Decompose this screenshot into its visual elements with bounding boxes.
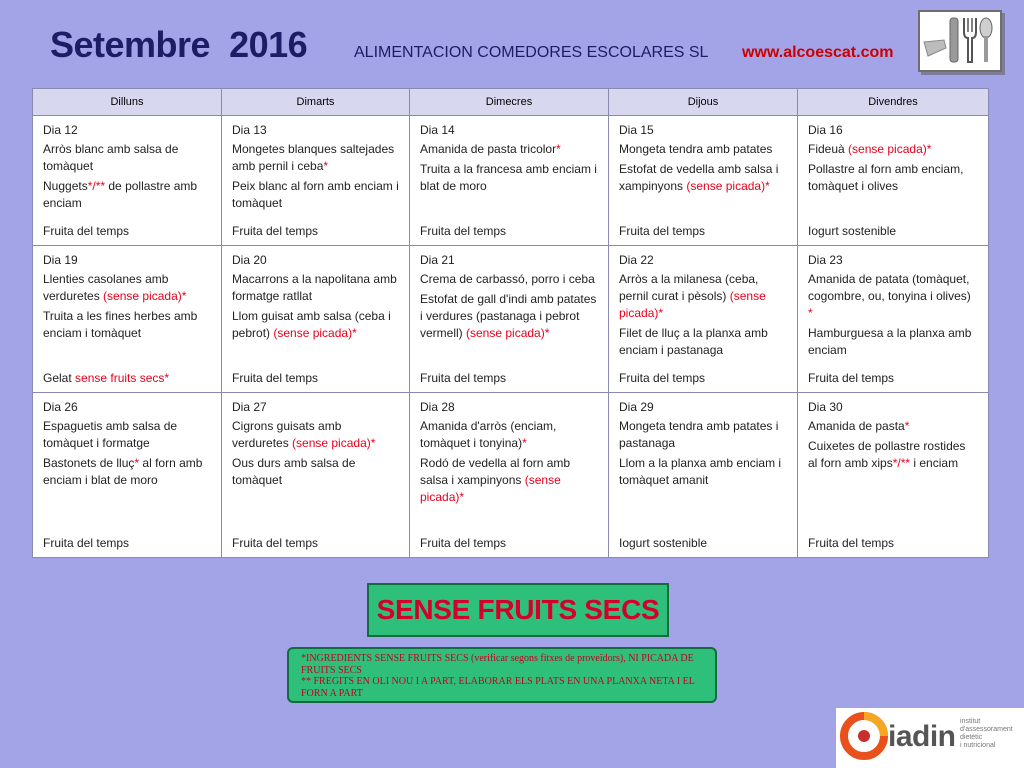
dish-text: [43, 271, 211, 305]
dish-text: [808, 141, 978, 158]
dish-segment: Mongeta tendra amb patates: [619, 142, 773, 156]
weekday-header: Dilluns: [33, 89, 222, 116]
day-label: Dia 23: [808, 253, 843, 267]
iadin-emblem-icon: [840, 712, 888, 760]
dessert-text: Fruita del temps: [43, 224, 130, 238]
day-label: Dia 19: [43, 253, 78, 267]
ingredients-note: [287, 647, 717, 703]
day-cell: [222, 246, 410, 393]
menu-table: [32, 88, 989, 558]
allergen-note: sense fruits secs*: [75, 371, 170, 385]
dessert-text: Fruita del temps: [619, 371, 706, 385]
dish-segment: Nuggets: [43, 179, 88, 193]
dish-segment: Filet de lluç a la planxa amb enciam i pastanaga: [619, 326, 768, 357]
dessert-text: Fruita del temps: [808, 536, 895, 550]
day-label: Dia 16: [808, 123, 843, 137]
dish-segment: Crema de carbassó, porro i ceba: [420, 272, 595, 286]
dessert-text: Fruita del temps: [420, 536, 507, 550]
day-cell: [410, 393, 609, 558]
page-title: Setembre 2016: [50, 24, 308, 65]
dish-segment: Llom guisat amb salsa (ceba i pebrot): [232, 309, 391, 340]
dish-text: [43, 455, 211, 489]
dish-segment: Mongeta tendra amb patates i pastanaga: [619, 419, 779, 450]
dish-text: [420, 418, 598, 452]
allergen-note: (sense picada)*: [273, 326, 357, 340]
dessert-text: Fruita del temps: [420, 224, 507, 238]
dish-segment: Llenties casolanes amb verduretes: [43, 272, 169, 303]
dessert-text: Iogurt sostenible: [808, 224, 897, 238]
dish-text: [420, 271, 598, 288]
week-row: [33, 246, 989, 393]
dish-text: [808, 438, 978, 472]
day-label: Dia 14: [420, 123, 455, 137]
dish-text: [43, 178, 211, 212]
day-cell: [222, 116, 410, 246]
day-cell: [609, 246, 798, 393]
dish-text: [43, 418, 211, 452]
dish-text: [43, 308, 211, 342]
dessert-text: [43, 370, 211, 387]
website-link[interactable]: www.alcoescat.com: [742, 44, 894, 61]
dish-segment: Ous durs amb salsa de tomàquet: [232, 456, 356, 487]
dessert-segment: Gelat: [43, 371, 76, 385]
dish-segment: Espaguetis amb salsa de tomàquet i formatge: [43, 419, 178, 450]
iadin-subtitle-line: i nutricional: [960, 742, 996, 749]
dish-text: [619, 271, 787, 322]
dish-segment: Rodó de vedella al forn amb salsa i xampinyons: [420, 456, 571, 487]
dish-text: [420, 291, 598, 342]
day-cell: [410, 246, 609, 393]
dessert-text: Iogurt sostenible: [619, 536, 708, 550]
iadin-subtitle: [960, 718, 1024, 750]
dish-segment: Amanida de pasta tricolor: [420, 142, 557, 156]
note-line: *INGREDIENTS SENSE FRUITS SECS (verificar segons fitxes de proveïdors), NI PICADA DE FRUITS SECS: [301, 653, 694, 676]
dish-text: [619, 455, 787, 489]
iadin-subtitle-line: d'assessorament: [960, 726, 1013, 733]
dish-segment: Amanida d'arròs (enciam, tomàquet i tonyina): [420, 419, 557, 450]
dish-text: [808, 161, 978, 195]
day-cell: [410, 116, 609, 246]
dish-segment: Cuixetes de pollastre rostides al forn amb xips: [808, 439, 966, 470]
dish-segment: Truita a les fines herbes amb enciam i tomàquet: [43, 309, 198, 340]
day-label: Dia 22: [619, 253, 654, 267]
day-label: Dia 12: [43, 123, 78, 137]
day-label: Dia 15: [619, 123, 654, 137]
weekday-header: Divendres: [798, 89, 989, 116]
dish-segment: Hamburguesa a la planxa amb enciam: [808, 326, 972, 357]
dessert-text: Fruita del temps: [232, 536, 319, 550]
day-cell: [798, 246, 989, 393]
dish-segment: Bastonets de lluç: [43, 456, 135, 470]
weekday-header: Dijous: [609, 89, 798, 116]
dish-segment: Pollastre al forn amb enciam, tomàquet i olives: [808, 162, 964, 193]
dish-segment: de pollastre amb enciam: [43, 179, 198, 210]
day-cell: [33, 246, 222, 393]
allergen-note: *: [904, 419, 910, 433]
note-line: ** FREGITS EN OLI NOU I A PART, ELABORAR ELS PLATS EN UNA PLANXA NETA I EL FORN A PART: [301, 676, 695, 699]
dish-text: [808, 271, 978, 322]
day-cell: [798, 116, 989, 246]
dish-text: [232, 141, 399, 175]
weekday-header: Dimarts: [222, 89, 410, 116]
dish-segment: i enciam: [910, 456, 959, 470]
allergen-note: *: [134, 456, 140, 470]
dish-segment: Estofat de gall d'indi amb patates i verdures (pastanaga i pebrot vermell): [420, 292, 597, 340]
cutlery-icon: [920, 12, 1000, 70]
allergen-note: (sense picada)*: [292, 436, 376, 450]
dish-segment: Amanida de pasta: [808, 419, 905, 433]
weekday-header: Dimecres: [410, 89, 609, 116]
dish-text: [420, 455, 598, 506]
dish-text: [232, 178, 399, 212]
day-cell: [609, 393, 798, 558]
iadin-name: iadin: [888, 720, 956, 753]
allergen-note: (sense picada)*: [466, 326, 550, 340]
dish-text: [808, 325, 978, 359]
day-cell: [33, 393, 222, 558]
dish-text: [420, 141, 598, 158]
day-label: Dia 21: [420, 253, 455, 267]
day-cell: [609, 116, 798, 246]
dish-segment: Estofat de vedella amb salsa i xampinyons: [619, 162, 779, 193]
allergen-note: */**: [87, 179, 106, 193]
dessert-text: Fruita del temps: [619, 224, 706, 238]
dish-segment: Fideuà: [808, 142, 849, 156]
dish-text: [232, 308, 399, 342]
dish-text: [808, 418, 978, 435]
dish-text: [619, 141, 787, 158]
dish-segment: Llom a la planxa amb enciam i tomàquet amanit: [619, 456, 782, 487]
week-row: [33, 116, 989, 246]
dish-text: [619, 325, 787, 359]
dish-text: [619, 418, 787, 452]
day-label: Dia 30: [808, 400, 843, 414]
allergen-note: *: [556, 142, 561, 156]
day-cell: [798, 393, 989, 558]
allergen-note: (sense picada)*: [619, 289, 766, 320]
dish-segment: Amanida de patata (tomàquet, cogombre, ou, tonyina i olives): [808, 272, 971, 303]
day-label: Dia 29: [619, 400, 654, 414]
allergen-note: */**: [892, 456, 911, 470]
week-row: [33, 393, 989, 558]
weekday-header-row: [33, 89, 989, 116]
allergen-note: *: [323, 159, 329, 173]
dish-segment: Peix blanc al forn amb enciam i tomàquet: [232, 179, 399, 210]
iadin-subtitle-line: institut: [960, 718, 981, 725]
dish-text: [232, 271, 399, 305]
day-label: Dia 28: [420, 400, 455, 414]
allergen-note: (sense picada)*: [103, 289, 187, 303]
dish-text: [43, 141, 211, 175]
allergen-note: (sense picada)*: [686, 179, 770, 193]
iadin-subtitle-line: dietètic: [960, 734, 983, 741]
dessert-text: Fruita del temps: [232, 224, 319, 238]
day-cell: [33, 116, 222, 246]
dish-segment: Mongetes blanques saltejades amb pernil i ceba: [232, 142, 395, 173]
dish-segment: Arròs a la milanesa (ceba, pernil curat i pèsols): [619, 272, 759, 303]
day-label: Dia 27: [232, 400, 267, 414]
dessert-text: Fruita del temps: [420, 371, 507, 385]
dish-segment: Macarrons a la napolitana amb formatge ratllat: [232, 272, 397, 303]
allergen-note: *: [522, 436, 527, 450]
nut-free-banner: SENSE FRUITS SECS: [367, 583, 669, 637]
company-name: ALIMENTACION COMEDORES ESCOLARES SL: [354, 44, 709, 61]
cutlery-logo: [918, 10, 1002, 72]
dish-text: [619, 161, 787, 195]
dish-segment: al forn amb enciam i blat de moro: [43, 456, 203, 487]
dish-text: [232, 455, 399, 489]
day-cell: [222, 393, 410, 558]
dish-segment: Truita a la francesa amb enciam i blat de moro: [420, 162, 597, 193]
dish-text: [232, 418, 399, 452]
dessert-text: Fruita del temps: [43, 536, 130, 550]
allergen-note: (sense picada)*: [420, 473, 561, 504]
day-label: Dia 20: [232, 253, 267, 267]
day-label: Dia 26: [43, 400, 78, 414]
allergen-note: *: [808, 306, 813, 320]
iadin-logo: [836, 708, 1024, 768]
allergen-note: (sense picada)*: [848, 142, 932, 156]
dessert-text: Fruita del temps: [232, 371, 319, 385]
dessert-text: Fruita del temps: [808, 371, 895, 385]
dish-segment: Cigrons guisats amb verduretes: [232, 419, 342, 450]
day-label: Dia 13: [232, 123, 267, 137]
dish-segment: Arròs blanc amb salsa de tomàquet: [43, 142, 179, 173]
dish-text: [420, 161, 598, 195]
